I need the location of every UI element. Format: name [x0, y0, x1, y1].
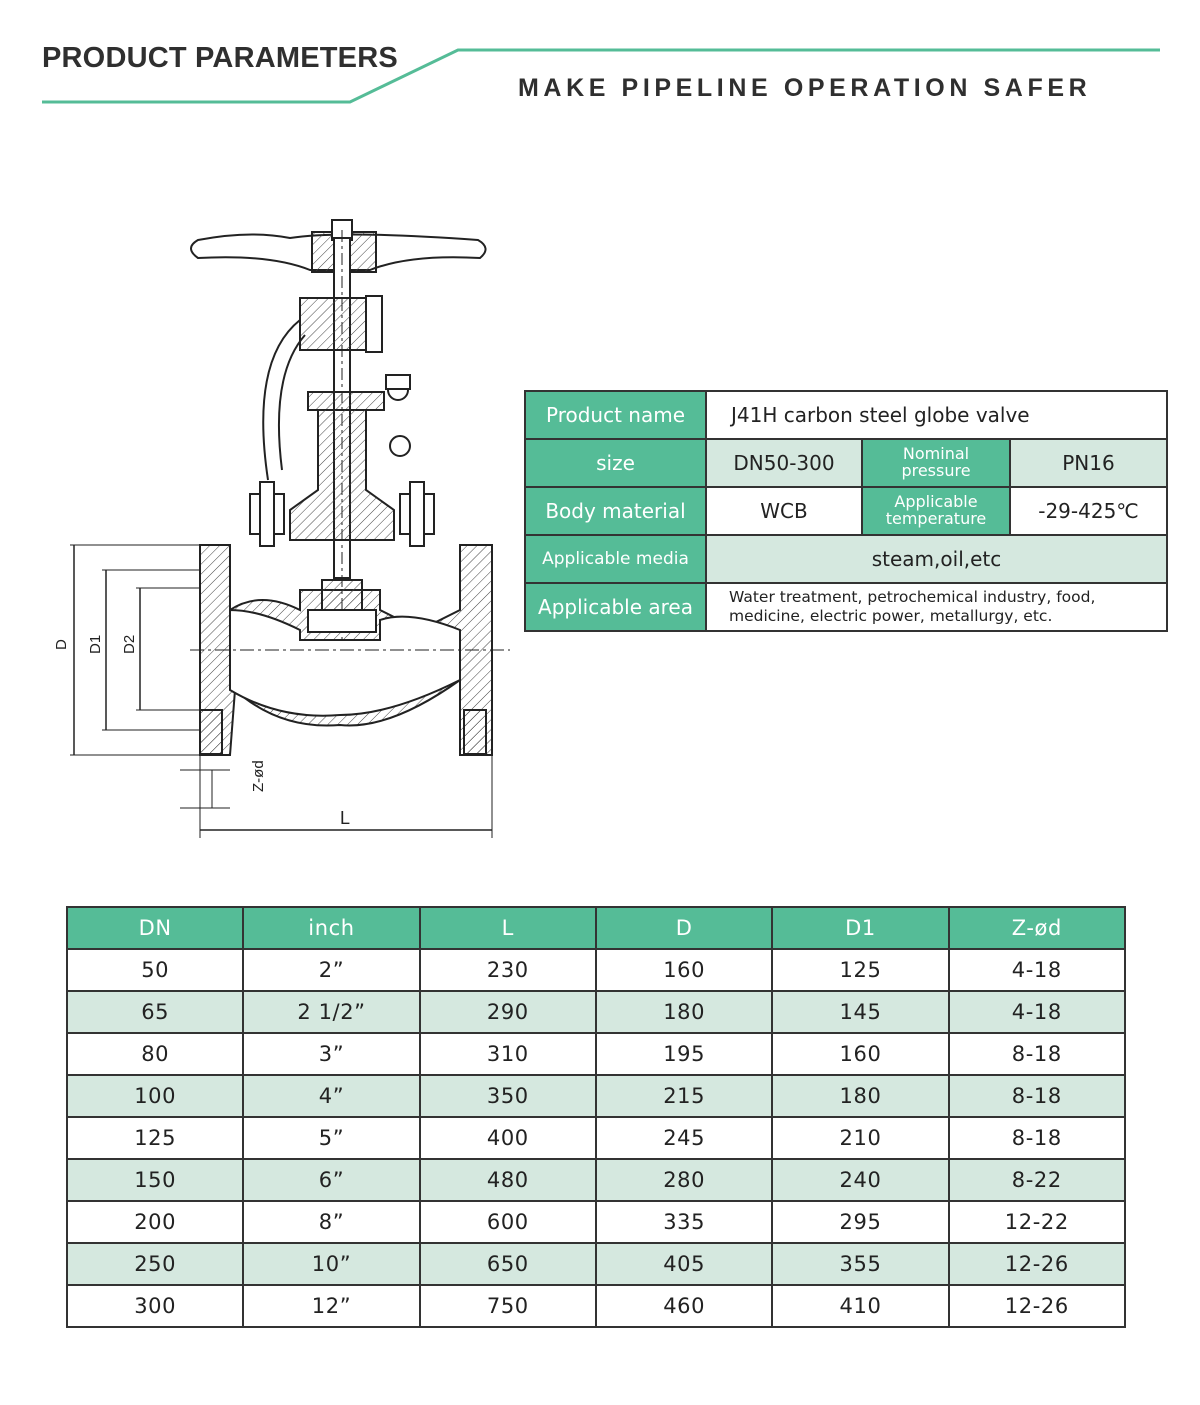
table-cell: 3”: [243, 1033, 419, 1075]
table-cell: 250: [67, 1243, 243, 1285]
table-cell: 4-18: [949, 991, 1125, 1033]
table-cell: 100: [67, 1075, 243, 1117]
table-row: [67, 991, 1125, 1033]
table-cell: 410: [772, 1285, 948, 1327]
table-cell: 290: [420, 991, 596, 1033]
table-cell: 12”: [243, 1285, 419, 1327]
table-row: [67, 1117, 1125, 1159]
table-cell: 145: [772, 991, 948, 1033]
table-row: [67, 1075, 1125, 1117]
spec-label: [862, 439, 1010, 487]
table-cell: 200: [67, 1201, 243, 1243]
spec-value: -29-425℃: [1010, 487, 1167, 535]
page-title: PRODUCT PARAMETERS: [42, 42, 398, 74]
table-cell: 8”: [243, 1201, 419, 1243]
spec-label: Applicable media: [525, 535, 706, 583]
dim-label-L: L: [340, 808, 351, 828]
table-header-row: [67, 907, 1125, 949]
column-header: D1: [772, 907, 948, 949]
table-cell: 210: [772, 1117, 948, 1159]
table-cell: 280: [596, 1159, 772, 1201]
table-cell: 405: [596, 1243, 772, 1285]
table-cell: 600: [420, 1201, 596, 1243]
dim-label-D1: D1: [87, 634, 104, 654]
spec-table: [524, 390, 1168, 632]
table-cell: 400: [420, 1117, 596, 1159]
table-row: [67, 1159, 1125, 1201]
spec-row-product-name: [525, 391, 1167, 439]
table-cell: 12-26: [949, 1285, 1125, 1327]
table-cell: 180: [772, 1075, 948, 1117]
table-cell: 2”: [243, 949, 419, 991]
table-cell: 460: [596, 1285, 772, 1327]
table-cell: 4”: [243, 1075, 419, 1117]
table-cell: 8-18: [949, 1033, 1125, 1075]
table-cell: 480: [420, 1159, 596, 1201]
page-subtitle: MAKE PIPELINE OPERATION SAFER: [518, 74, 1092, 102]
table-row: [67, 1285, 1125, 1327]
table-cell: 10”: [243, 1243, 419, 1285]
spec-value: WCB: [706, 487, 862, 535]
table-body: [67, 949, 1125, 1327]
spec-row-media: [525, 535, 1167, 583]
table-cell: 50: [67, 949, 243, 991]
spec-label: Body material: [525, 487, 706, 535]
table-cell: 750: [420, 1285, 596, 1327]
spec-label-line: temperature: [885, 509, 987, 528]
spec-label: size: [525, 439, 706, 487]
column-header: Z-ød: [949, 907, 1125, 949]
table-cell: 5”: [243, 1117, 419, 1159]
table-cell: 300: [67, 1285, 243, 1327]
table-cell: 4-18: [949, 949, 1125, 991]
table-cell: 125: [772, 949, 948, 991]
table-row: [67, 1033, 1125, 1075]
spec-value-line: Water treatment, petrochemical industry, food,: [729, 588, 1096, 607]
valve-drawing: [50, 210, 520, 850]
table-cell: 215: [596, 1075, 772, 1117]
spec-value: steam,oil,etc: [706, 535, 1167, 583]
table-cell: 310: [420, 1033, 596, 1075]
dim-label-D2: D2: [121, 634, 138, 654]
table-cell: 245: [596, 1117, 772, 1159]
spec-label-line: Applicable: [894, 492, 978, 512]
table-cell: 180: [596, 991, 772, 1033]
table-cell: 8-22: [949, 1159, 1125, 1201]
dimension-table: [66, 906, 1126, 1328]
table-cell: 12-26: [949, 1243, 1125, 1285]
table-cell: 355: [772, 1243, 948, 1285]
column-header: D: [596, 907, 772, 949]
spec-label-line: Nominal: [902, 444, 970, 464]
table-cell: 125: [67, 1117, 243, 1159]
spec-value-line: medicine, electric power, metallurgy, etc.: [729, 607, 1053, 625]
spec-value: [706, 583, 1167, 631]
column-header: DN: [67, 907, 243, 949]
column-header: inch: [243, 907, 419, 949]
table-cell: 12-22: [949, 1201, 1125, 1243]
spec-value: PN16: [1010, 439, 1167, 487]
table-cell: 650: [420, 1243, 596, 1285]
table-cell: 160: [596, 949, 772, 991]
table-cell: 350: [420, 1075, 596, 1117]
table-cell: 8-18: [949, 1117, 1125, 1159]
table-cell: 230: [420, 949, 596, 991]
spec-value: J41H carbon steel globe valve: [706, 391, 1167, 439]
spec-label: [862, 487, 1010, 535]
table-row: [67, 949, 1125, 991]
table-row: [67, 1201, 1125, 1243]
dim-label-D: D: [53, 639, 70, 650]
table-cell: 160: [772, 1033, 948, 1075]
table-cell: 65: [67, 991, 243, 1033]
spec-value: DN50-300: [706, 439, 862, 487]
spec-row-size: [525, 439, 1167, 487]
table-cell: 150: [67, 1159, 243, 1201]
table-cell: 195: [596, 1033, 772, 1075]
spec-label: Applicable area: [525, 583, 706, 631]
spec-row-area: [525, 583, 1167, 631]
column-header: L: [420, 907, 596, 949]
spec-label-line: pressure: [901, 461, 971, 480]
spec-label: Product name: [525, 391, 706, 439]
table-cell: 295: [772, 1201, 948, 1243]
table-cell: 6”: [243, 1159, 419, 1201]
table-cell: 8-18: [949, 1075, 1125, 1117]
table-cell: 2 1/2”: [243, 991, 419, 1033]
table-row: [67, 1243, 1125, 1285]
table-cell: 80: [67, 1033, 243, 1075]
table-cell: 335: [596, 1201, 772, 1243]
table-cell: 240: [772, 1159, 948, 1201]
spec-row-body-material: [525, 487, 1167, 535]
dim-label-zod: Z-ød: [250, 760, 267, 792]
